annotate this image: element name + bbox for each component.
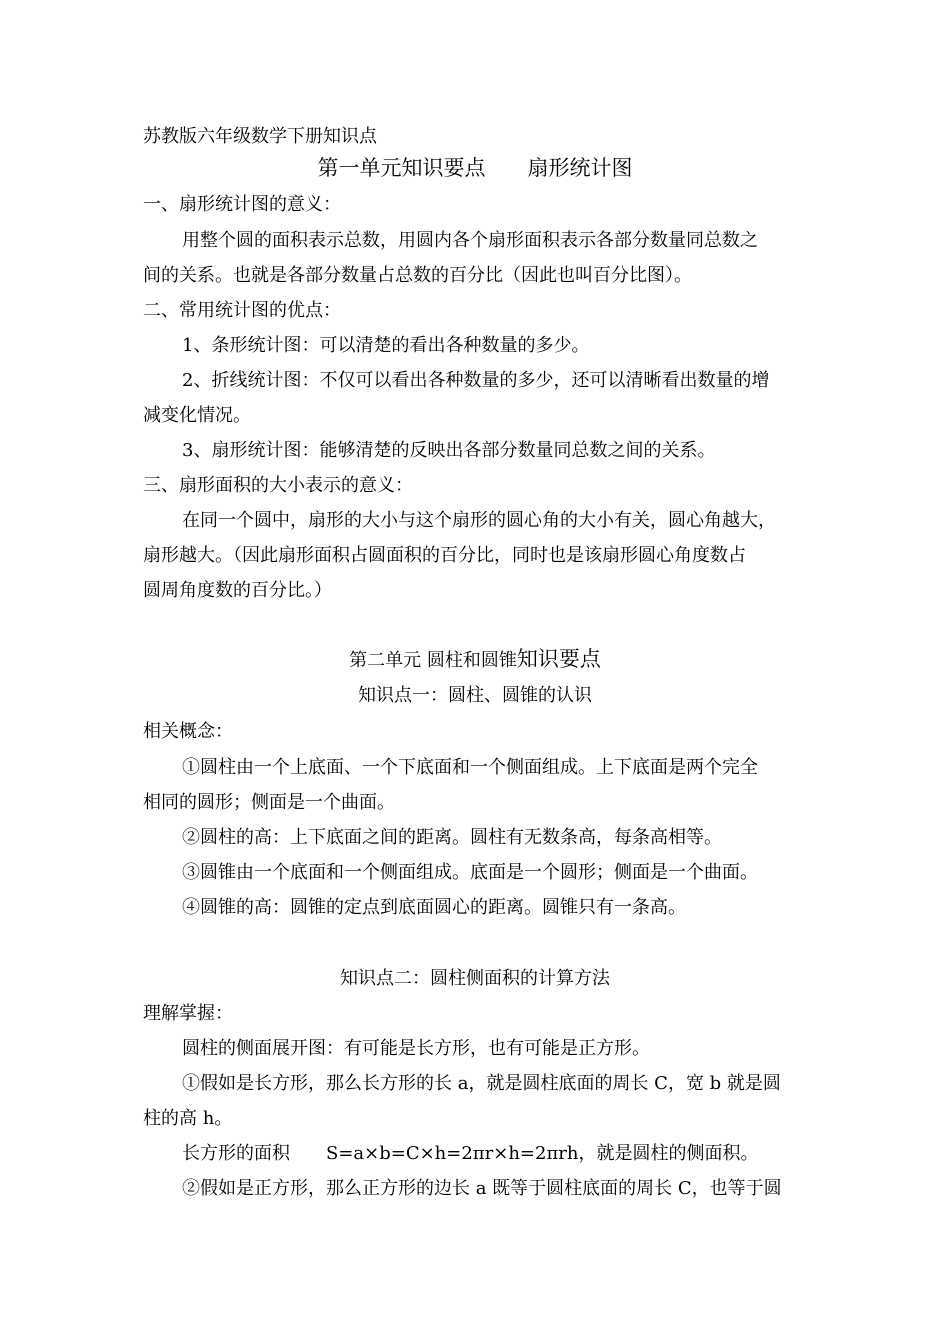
section3-paragraph-line3: 圆周角度数的百分比。）: [143, 580, 332, 601]
concept2: ②圆柱的高：上下底面之间的距离。圆柱有无数条高，每条高相等。: [182, 827, 722, 848]
unit2-heading: [0, 647, 950, 673]
knowledge-point1-title: 知识点一：圆柱、圆锥的认识: [358, 685, 592, 706]
understand-item2-line1: ①假如是长方形，那么长方形的长 a，就是圆柱底面的周长 C，宽 b 就是圆: [182, 1073, 781, 1094]
section1-paragraph-line2: 间的关系。也就是各部分数量占总数的百分比（因此也叫百分比图）。: [143, 265, 692, 286]
understand-item2-line2: 柱的高 h。: [143, 1108, 233, 1129]
section2-item1: 1、条形统计图：可以清楚的看出各种数量的多少。: [182, 335, 590, 356]
unit1-heading: 第一单元知识要点 扇形统计图: [317, 156, 633, 180]
understand-label: 理解掌握：: [143, 1003, 233, 1024]
section3-paragraph-line2: 扇形越大。（因此扇形面积占圆面积的百分比，同时也是该扇形圆心角度数占: [143, 545, 746, 566]
section3-title: 三、扇形面积的大小表示的意义：: [143, 475, 413, 496]
concept1-line2: 相同的圆形；侧面是一个曲面。: [143, 792, 395, 813]
knowledge-point2-title: 知识点二：圆柱侧面积的计算方法: [340, 968, 610, 989]
concept1-line1: ①圆柱由一个上底面、一个下底面和一个侧面组成。上下底面是两个完全: [182, 757, 758, 778]
concepts-label: 相关概念：: [143, 721, 233, 742]
section2-title: 二、常用统计图的优点：: [143, 300, 341, 321]
understand-item3-formula: 长方形的面积 S=a×b=C×h=2πr×h=2πrh，就是圆柱的侧面积。: [182, 1143, 759, 1164]
unit2-heading-part1: 第二单元 圆柱和圆锥: [349, 650, 517, 671]
document-title: 苏教版六年级数学下册知识点: [143, 126, 377, 147]
section3-paragraph-line1: 在同一个圆中，扇形的大小与这个扇形的圆心角的大小有关，圆心角越大，: [182, 510, 776, 531]
understand-item4-line1: ②假如是正方形，那么正方形的边长 a 既等于圆柱底面的周长 C，也等于圆: [182, 1178, 782, 1199]
section1-title: 一、扇形统计图的意义：: [143, 194, 341, 215]
section2-item2-line1: 2、折线统计图：不仅可以看出各种数量的多少，还可以清晰看出数量的增: [182, 370, 770, 391]
section2-item2-line2: 减变化情况。: [143, 405, 251, 426]
unit2-heading-part2: 知识要点: [516, 647, 601, 671]
understand-item1: 圆柱的侧面展开图：有可能是长方形，也有可能是正方形。: [182, 1038, 650, 1059]
concept3: ③圆锥由一个底面和一个侧面组成。底面是一个圆形；侧面是一个曲面。: [182, 862, 758, 883]
section2-item3: 3、扇形统计图：能够清楚的反映出各部分数量同总数之间的关系。: [182, 440, 716, 461]
concept4: ④圆锥的高：圆锥的定点到底面圆心的距离。圆锥只有一条高。: [182, 897, 686, 918]
section1-paragraph-line1: 用整个圆的面积表示总数，用圆内各个扇形面积表示各部分数量同总数之: [182, 230, 758, 251]
